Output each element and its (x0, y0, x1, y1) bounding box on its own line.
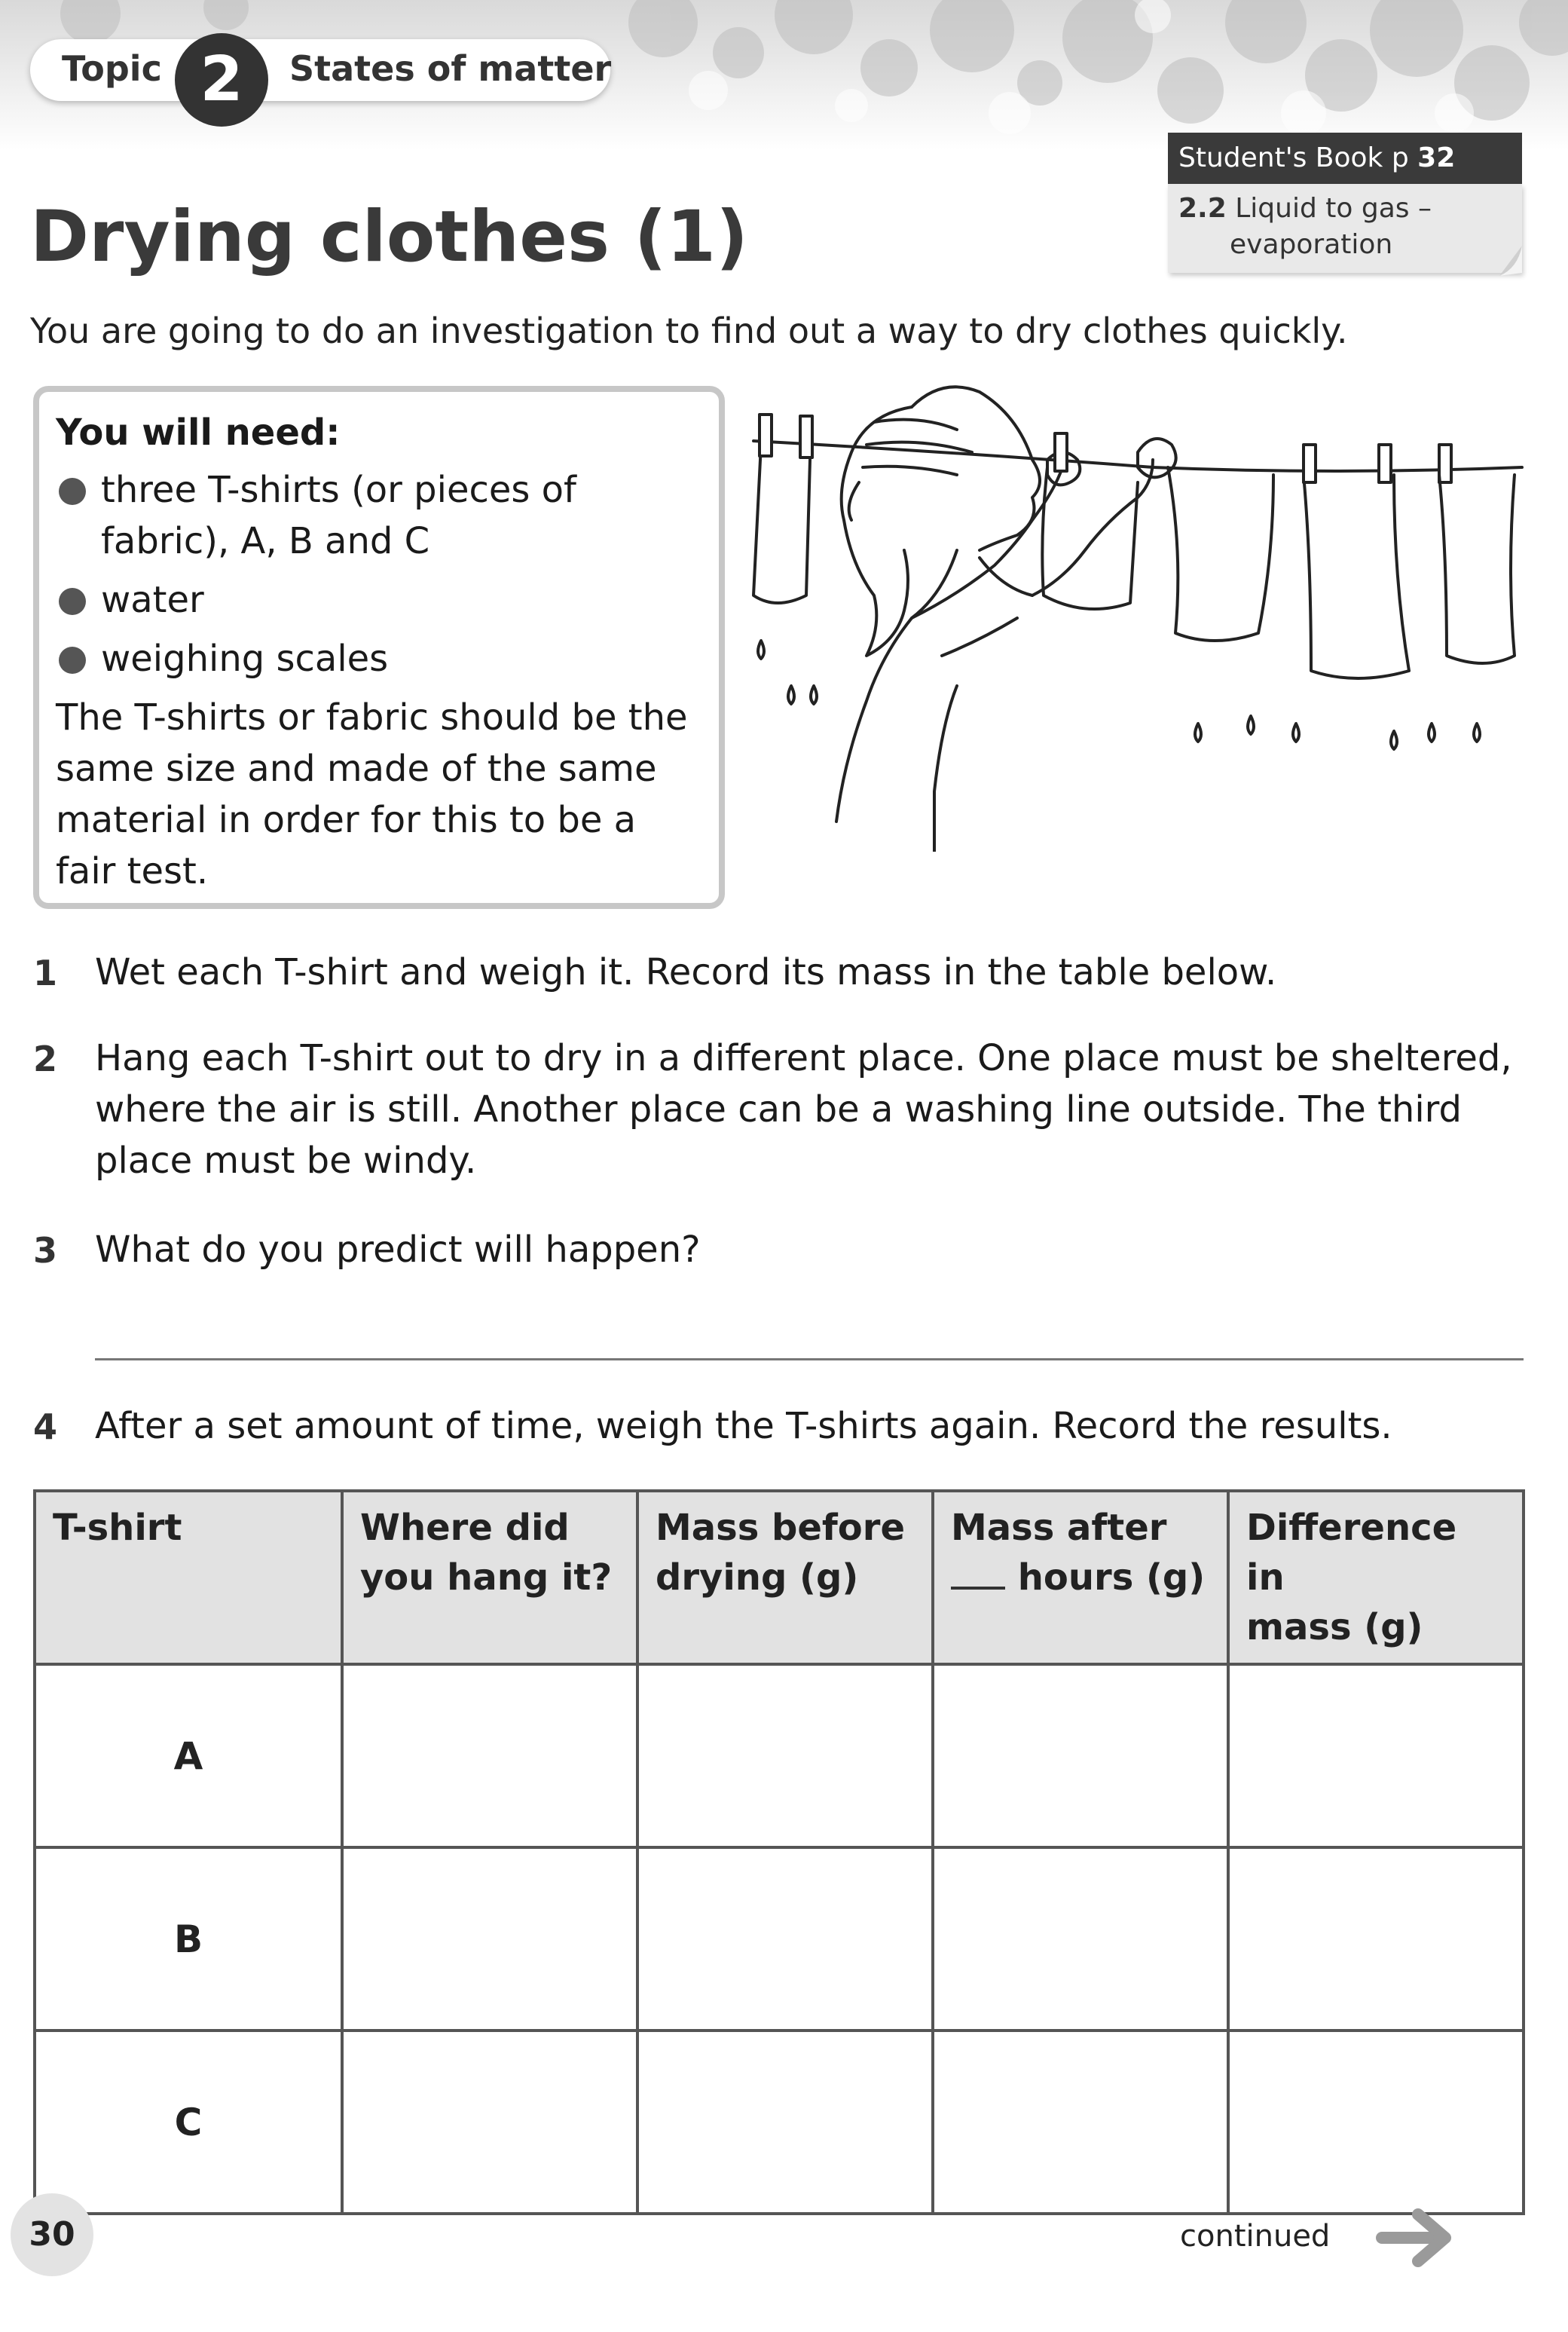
equipment-item-continued: fabric), A, B and C (101, 520, 430, 562)
answer-cell[interactable] (637, 1847, 933, 2031)
step-text-continued: where the air is still. Another place can be a washing line outside. The third (95, 1088, 1463, 1131)
washing-line-illustration (731, 369, 1530, 852)
step-number: 2 (33, 1039, 58, 1079)
book-lesson-box (1168, 184, 1522, 273)
step-number: 1 (33, 953, 58, 993)
step-text: What do you predict will happen? (95, 1229, 701, 1271)
topic-number-badge: 2 (175, 33, 268, 127)
fair-test-note: The T-shirts or fabric should be the same size and made of the same material in order for this to be a fair test. (56, 696, 688, 892)
page-curl-decoration (1499, 246, 1545, 283)
book-ref-page: 32 (1417, 142, 1456, 173)
equipment-item: three T-shirts (or pieces of (101, 469, 576, 511)
bullet-dot-icon (59, 478, 86, 505)
step-number: 4 (33, 1406, 58, 1447)
arrow-right-icon (1376, 2204, 1459, 2272)
equipment-item: water (101, 579, 204, 621)
prediction-answer-line[interactable] (95, 1358, 1524, 1360)
answer-cell[interactable] (933, 1664, 1228, 1847)
answer-cell[interactable] (342, 1664, 637, 1847)
step-text-continued: place must be windy. (95, 1140, 477, 1182)
continued-label: continued (1180, 2219, 1331, 2254)
answer-cell[interactable] (637, 2031, 933, 2214)
table-row (35, 1847, 1524, 2031)
column-header-location (342, 1491, 637, 1664)
answer-cell[interactable] (1228, 1664, 1524, 1847)
page-number: 30 (11, 2193, 93, 2276)
topic-label: Topic (62, 48, 162, 89)
tshirt-label-cell: C (35, 2031, 342, 2214)
book-lesson-line1 (1178, 193, 1432, 224)
header-text: T-shirt (53, 1507, 182, 1549)
topic-name: States of matter (289, 48, 612, 89)
header-text: drying (g) (656, 1556, 859, 1599)
header-text: Difference in (1246, 1507, 1457, 1599)
bullet-dot-icon (59, 588, 86, 615)
table-row (35, 1664, 1524, 1847)
hours-blank-field[interactable] (951, 1556, 1005, 1590)
step-text: Hang each T-shirt out to dry in a different place. One place must be sheltered, (95, 1037, 1512, 1079)
intro-text: You are going to do an investigation to find out a way to dry clothes quickly. (30, 311, 1348, 351)
header-text: mass (g) (1246, 1606, 1423, 1648)
page-title: Drying clothes (1) (30, 196, 748, 278)
book-page-reference (1168, 133, 1522, 184)
column-header-tshirt (35, 1491, 342, 1664)
answer-cell[interactable] (1228, 1847, 1524, 2031)
answer-cell[interactable] (342, 2031, 637, 2214)
tshirt-label-cell: B (35, 1847, 342, 2031)
header-text: you hang it? (360, 1556, 613, 1599)
lesson-title-line2: evaporation (1230, 229, 1393, 260)
equipment-item: weighing scales (101, 638, 389, 680)
column-header-difference (1228, 1491, 1524, 1664)
header-text: Where did (360, 1507, 570, 1549)
lesson-number: 2.2 (1178, 193, 1227, 224)
tshirt-label-cell: A (35, 1664, 342, 1847)
header-text: Mass before (656, 1507, 906, 1549)
answer-cell[interactable] (637, 1664, 933, 1847)
results-table (33, 1489, 1525, 2215)
bullet-dot-icon (59, 647, 86, 674)
step-text: Wet each T-shirt and weigh it. Record its mass in the table below. (95, 951, 1277, 993)
book-ref-prefix: Student's Book p (1178, 142, 1409, 173)
answer-cell[interactable] (1228, 2031, 1524, 2214)
lesson-title-line1: Liquid to gas – (1235, 193, 1432, 224)
students-book-reference (1168, 133, 1522, 283)
column-header-mass-after (933, 1491, 1228, 1664)
table-header-row (35, 1491, 1524, 1664)
step-number: 3 (33, 1230, 58, 1271)
column-header-mass-before (637, 1491, 933, 1664)
answer-cell[interactable] (342, 1847, 637, 2031)
step-text: After a set amount of time, weigh the T-shirts again. Record the results. (95, 1405, 1392, 1447)
table-row (35, 2031, 1524, 2214)
answer-cell[interactable] (933, 2031, 1228, 2214)
header-text: Mass after (951, 1507, 1167, 1549)
answer-cell[interactable] (933, 1847, 1228, 2031)
header-text: hours (g) (1017, 1556, 1206, 1599)
equipment-heading: You will need: (56, 412, 341, 454)
